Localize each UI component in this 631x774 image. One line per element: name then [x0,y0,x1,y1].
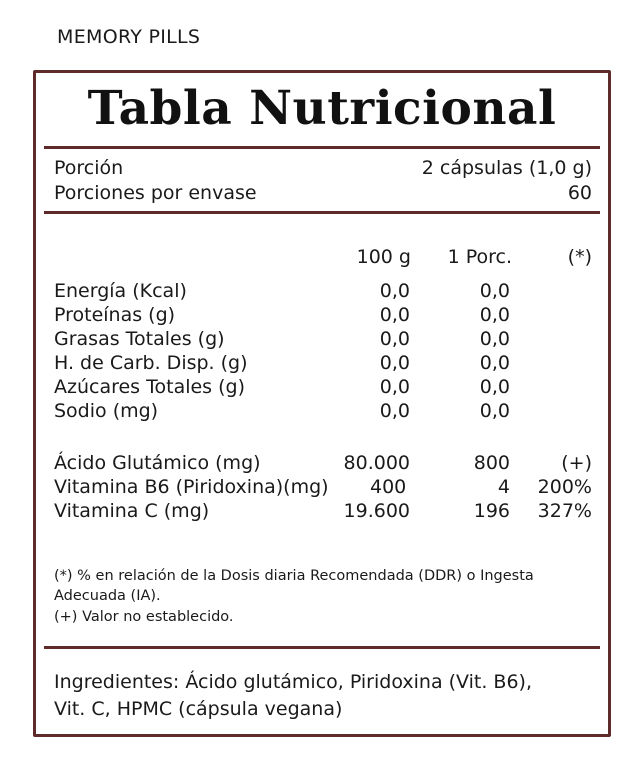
nutrient-value-100g: 0,0 [379,280,410,302]
active-value-100g: 400 [370,476,407,498]
active-name: Vitamina B6 (Piridoxina)(mg) [54,476,329,498]
column-header-100g: 100 g [356,246,411,268]
footnote-not-established: (+) Valor no establecido. [54,609,234,625]
per-container-label: Porciones por envase [54,182,257,204]
nutrient-value-portion: 0,0 [479,352,510,374]
nutrient-value-portion: 0,0 [479,304,510,326]
footnote-ddr-cont: Adecuada (IA). [54,588,161,604]
divider-serving [44,211,600,214]
nutrient-value-portion: 0,0 [479,280,510,302]
nutrient-value-portion: 0,0 [479,376,510,398]
nutrient-name: Grasas Totales (g) [54,328,225,350]
active-value-percent: 327% [537,500,592,522]
active-value-percent: (+) [561,452,592,474]
nutrient-value-100g: 0,0 [379,400,410,422]
nutrient-value-100g: 0,0 [379,304,410,326]
footnote-ddr: (*) % en relación de la Dosis diaria Recomendada (DDR) o Ingesta [54,568,534,584]
nutrition-table-panel [33,70,611,737]
nutrient-value-100g: 0,0 [379,328,410,350]
active-name: Ácido Glutámico (mg) [54,452,261,474]
active-value-100g: 80.000 [343,452,410,474]
active-value-portion: 800 [473,452,510,474]
nutrient-name: H. de Carb. Disp. (g) [54,352,248,374]
active-name: Vitamina C (mg) [54,500,210,522]
active-value-100g: 19.600 [343,500,410,522]
ingredients-line-1: Ingredientes: Ácido glutámico, Piridoxina (Vit. B6), [54,671,532,693]
table-title: Tabla Nutricional [87,81,557,136]
nutrient-value-portion: 0,0 [479,400,510,422]
portion-label: Porción [54,157,124,179]
column-header-portion: 1 Porc. [447,246,512,268]
active-value-portion: 196 [473,500,510,522]
portion-value: 2 cápsulas (1,0 g) [421,157,592,179]
ingredients-line-2: Vit. C, HPMC (cápsula vegana) [54,698,343,720]
per-container-value: 60 [567,182,592,204]
active-value-portion: 4 [497,476,510,498]
nutrient-value-100g: 0,0 [379,352,410,374]
divider-ingredients [44,646,600,649]
column-header-percent: (*) [567,246,592,268]
nutrient-name: Energía (Kcal) [54,280,187,302]
nutrient-name: Proteínas (g) [54,304,176,326]
nutrient-value-portion: 0,0 [479,328,510,350]
nutrient-name: Azúcares Totales (g) [54,376,246,398]
divider-top [44,146,600,149]
active-value-percent: 200% [537,476,592,498]
nutrient-name: Sodio (mg) [54,400,159,422]
nutrient-value-100g: 0,0 [379,376,410,398]
brand-name: MEMORY PILLS [57,26,201,48]
